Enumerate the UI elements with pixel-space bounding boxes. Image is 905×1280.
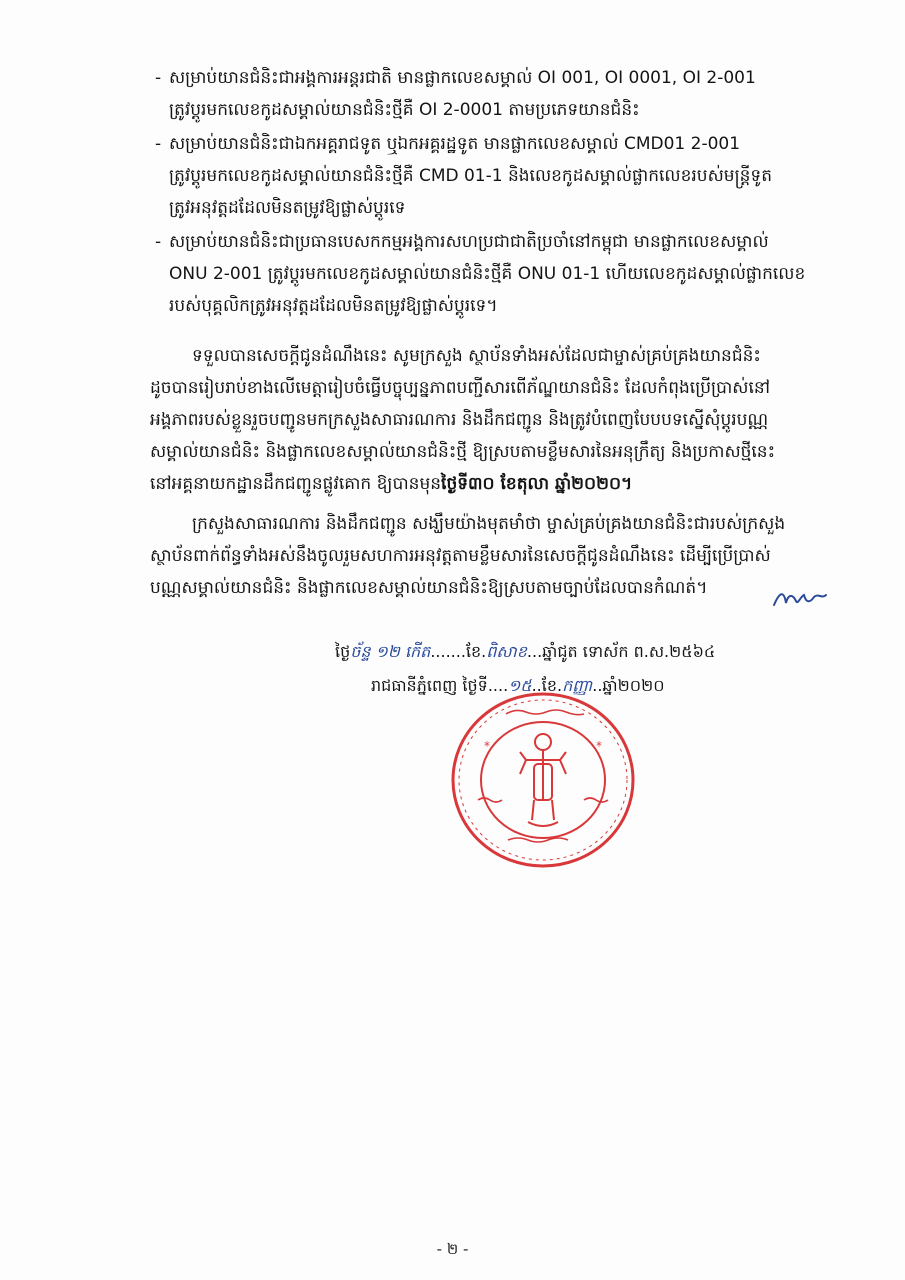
svg-text:*: * — [484, 739, 490, 753]
lunar-month-handwritten: ពិសាខ — [486, 642, 527, 661]
bullet-line: សម្រាប់យានជំនិះជាប្រធានបេសកកម្មអង្គការសហប្រជាជាតិប្រចាំនៅកម្ពុជា មានផ្លាកលេខសម្គាល់ — [169, 232, 769, 252]
paragraph-line: ស្ថាប័នពាក់ព័ន្ធទាំងអស់នឹងចូលរួមសហការអនុវត្តតាមខ្លឹមសារនៃសេចក្តីជូនដំណឹងនេះ ដើម្បីប្រើប្រាស់ — [150, 546, 771, 566]
solar-day-handwritten: ១៥ — [508, 676, 532, 695]
bullet-line: សម្រាប់យានជំនិះជាឯកអគ្គរាជទូត ឬឯកអគ្គរដ្ឋទូត មានផ្លាកលេខសម្គាល់ CMD01 2-001 — [169, 134, 741, 154]
bullet-line: ត្រូវអនុវត្តដដែលមិនតម្រូវឱ្យផ្លាស់ប្តូរទេ — [169, 198, 406, 218]
bullet-item-ambassador — [155, 128, 835, 224]
bullet-dash: - — [155, 232, 162, 252]
svg-text:*: * — [596, 739, 602, 753]
bullet-line: ONU 2-001 ត្រូវប្តូរមកលេខកូដសម្គាល់យានជំនិះថ្មីគឺ ONU 01-1 ហើយលេខកូដសម្គាល់ផ្លាកលេខ — [169, 264, 806, 284]
paragraph-line: ទទួលបានសេចក្តីជូនដំណឹងនេះ សូមក្រសួង ស្ថាប័នទាំងអស់ដែលជាម្ចាស់គ្រប់គ្រងយានជំនិះ — [192, 346, 761, 366]
solar-date-prefix: រាជធានីភ្នំពេញ ថ្ងៃទី — [371, 676, 488, 695]
lunar-date-suffix: ឆ្នាំជូត ទោស័ក ព.ស.២៥៦៤ — [542, 642, 716, 661]
bullet-line: ត្រូវប្តូរមកលេខកូដសម្គាល់យានជំនិះថ្មីគឺ OI 2-0001 តាមប្រភេទយានជំនិះ — [169, 100, 640, 120]
paragraph-request — [150, 340, 840, 500]
paragraph-closing — [150, 508, 840, 604]
paragraph-line: អង្គភាពរបស់ខ្លួនរួចបញ្ជូនមកក្រសួងសាធារណការ និងដឹកជញ្ជូន និងត្រូវបំពេញបែបបទស្នើសុំប្តូរបណ្ណ — [150, 410, 769, 430]
paragraph-line: បណ្ណសម្គាល់យានជំនិះ និងផ្លាកលេខសម្គាល់យានជំនិះឱ្យស្របតាមច្បាប់ដែលបានកំណត់។ — [150, 578, 708, 598]
official-seal-icon — [448, 690, 638, 870]
initials-signature-icon — [770, 583, 830, 613]
bullet-list — [155, 62, 835, 324]
lunar-date-prefix: ថ្ងៃ — [335, 642, 351, 661]
bullet-line: របស់បុគ្គលិកត្រូវអនុវត្តដដែលមិនតម្រូវឱ្យផ្លាស់ប្តូរទេ។ — [169, 296, 498, 316]
paragraph-line — [150, 468, 840, 500]
bullet-line: ត្រូវប្តូរមកលេខកូដសម្គាល់យានជំនិះថ្មីគឺ CMD 01-1 និងលេខកូដសម្គាល់ផ្លាកលេខរបស់មន្ត្រីទូត — [169, 166, 773, 186]
solar-date-suffix: ឆ្នាំ២០២០ — [602, 676, 665, 695]
solar-month-handwritten: កញ្ញា — [562, 676, 593, 695]
paragraph-line-text: នៅអគ្គនាយកដ្ឋានដឹកជញ្ជូនផ្លូវគោក ឱ្យបានមុន — [150, 474, 442, 494]
deadline-date: ថ្ងៃទី៣០ ខែតុលា ឆ្នាំ២០២០។ — [441, 474, 633, 494]
solar-date-line: រាជធានីភ្នំពេញ ថ្ងៃទី....១៥..ខែ.កញ្ញា..ឆ្នាំ២០២០ — [371, 676, 665, 695]
lunar-month-label: ខែ — [465, 642, 482, 661]
bullet-item-international-org — [155, 62, 835, 126]
paragraph-line: ដូចបានរៀបរាប់ខាងលើមេត្តារៀបចំធ្វើបច្ចុប្បន្នភាពបញ្ជីសារពើភ័ណ្ឌយានជំនិះ ដែលកំពុងប្រើប្រាស់នៅ — [150, 378, 771, 398]
paragraph-line: ក្រសួងសាធារណការ និងដឹកជញ្ជូន សង្ឃឹមយ៉ាងមុតមាំថា ម្ចាស់គ្រប់គ្រងយានជំនិះជារបស់ក្រសួង — [192, 514, 786, 534]
bullet-dash: - — [155, 68, 162, 88]
solar-month-label: ខែ — [541, 676, 557, 695]
page-number: - ២ - — [436, 1240, 469, 1258]
paragraph-line: សម្គាល់យានជំនិះ និងផ្លាកលេខសម្គាល់យានជំនិះថ្មី ឱ្យស្របតាមខ្លឹមសារនៃអនុក្រឹត្យ និងប្រកាសថ្មីនេះ — [150, 442, 776, 462]
bullet-item-un-mission — [155, 226, 835, 322]
lunar-date-line: ថ្ងៃច័ន្ទ ១២ កើត.......ខែ.ពិសាខ...ឆ្នាំជូត ទោស័ក ព.ស.២៥៦៤ — [335, 642, 716, 661]
bullet-line: សម្រាប់យានជំនិះជាអង្គការអន្តរជាតិ មានផ្លាកលេខសម្គាល់ OI 001, OI 0001, OI 2-001 — [169, 68, 756, 88]
bullet-dash: - — [155, 134, 162, 154]
lunar-day-handwritten: ច័ន្ទ ១២ កើត — [350, 642, 431, 661]
